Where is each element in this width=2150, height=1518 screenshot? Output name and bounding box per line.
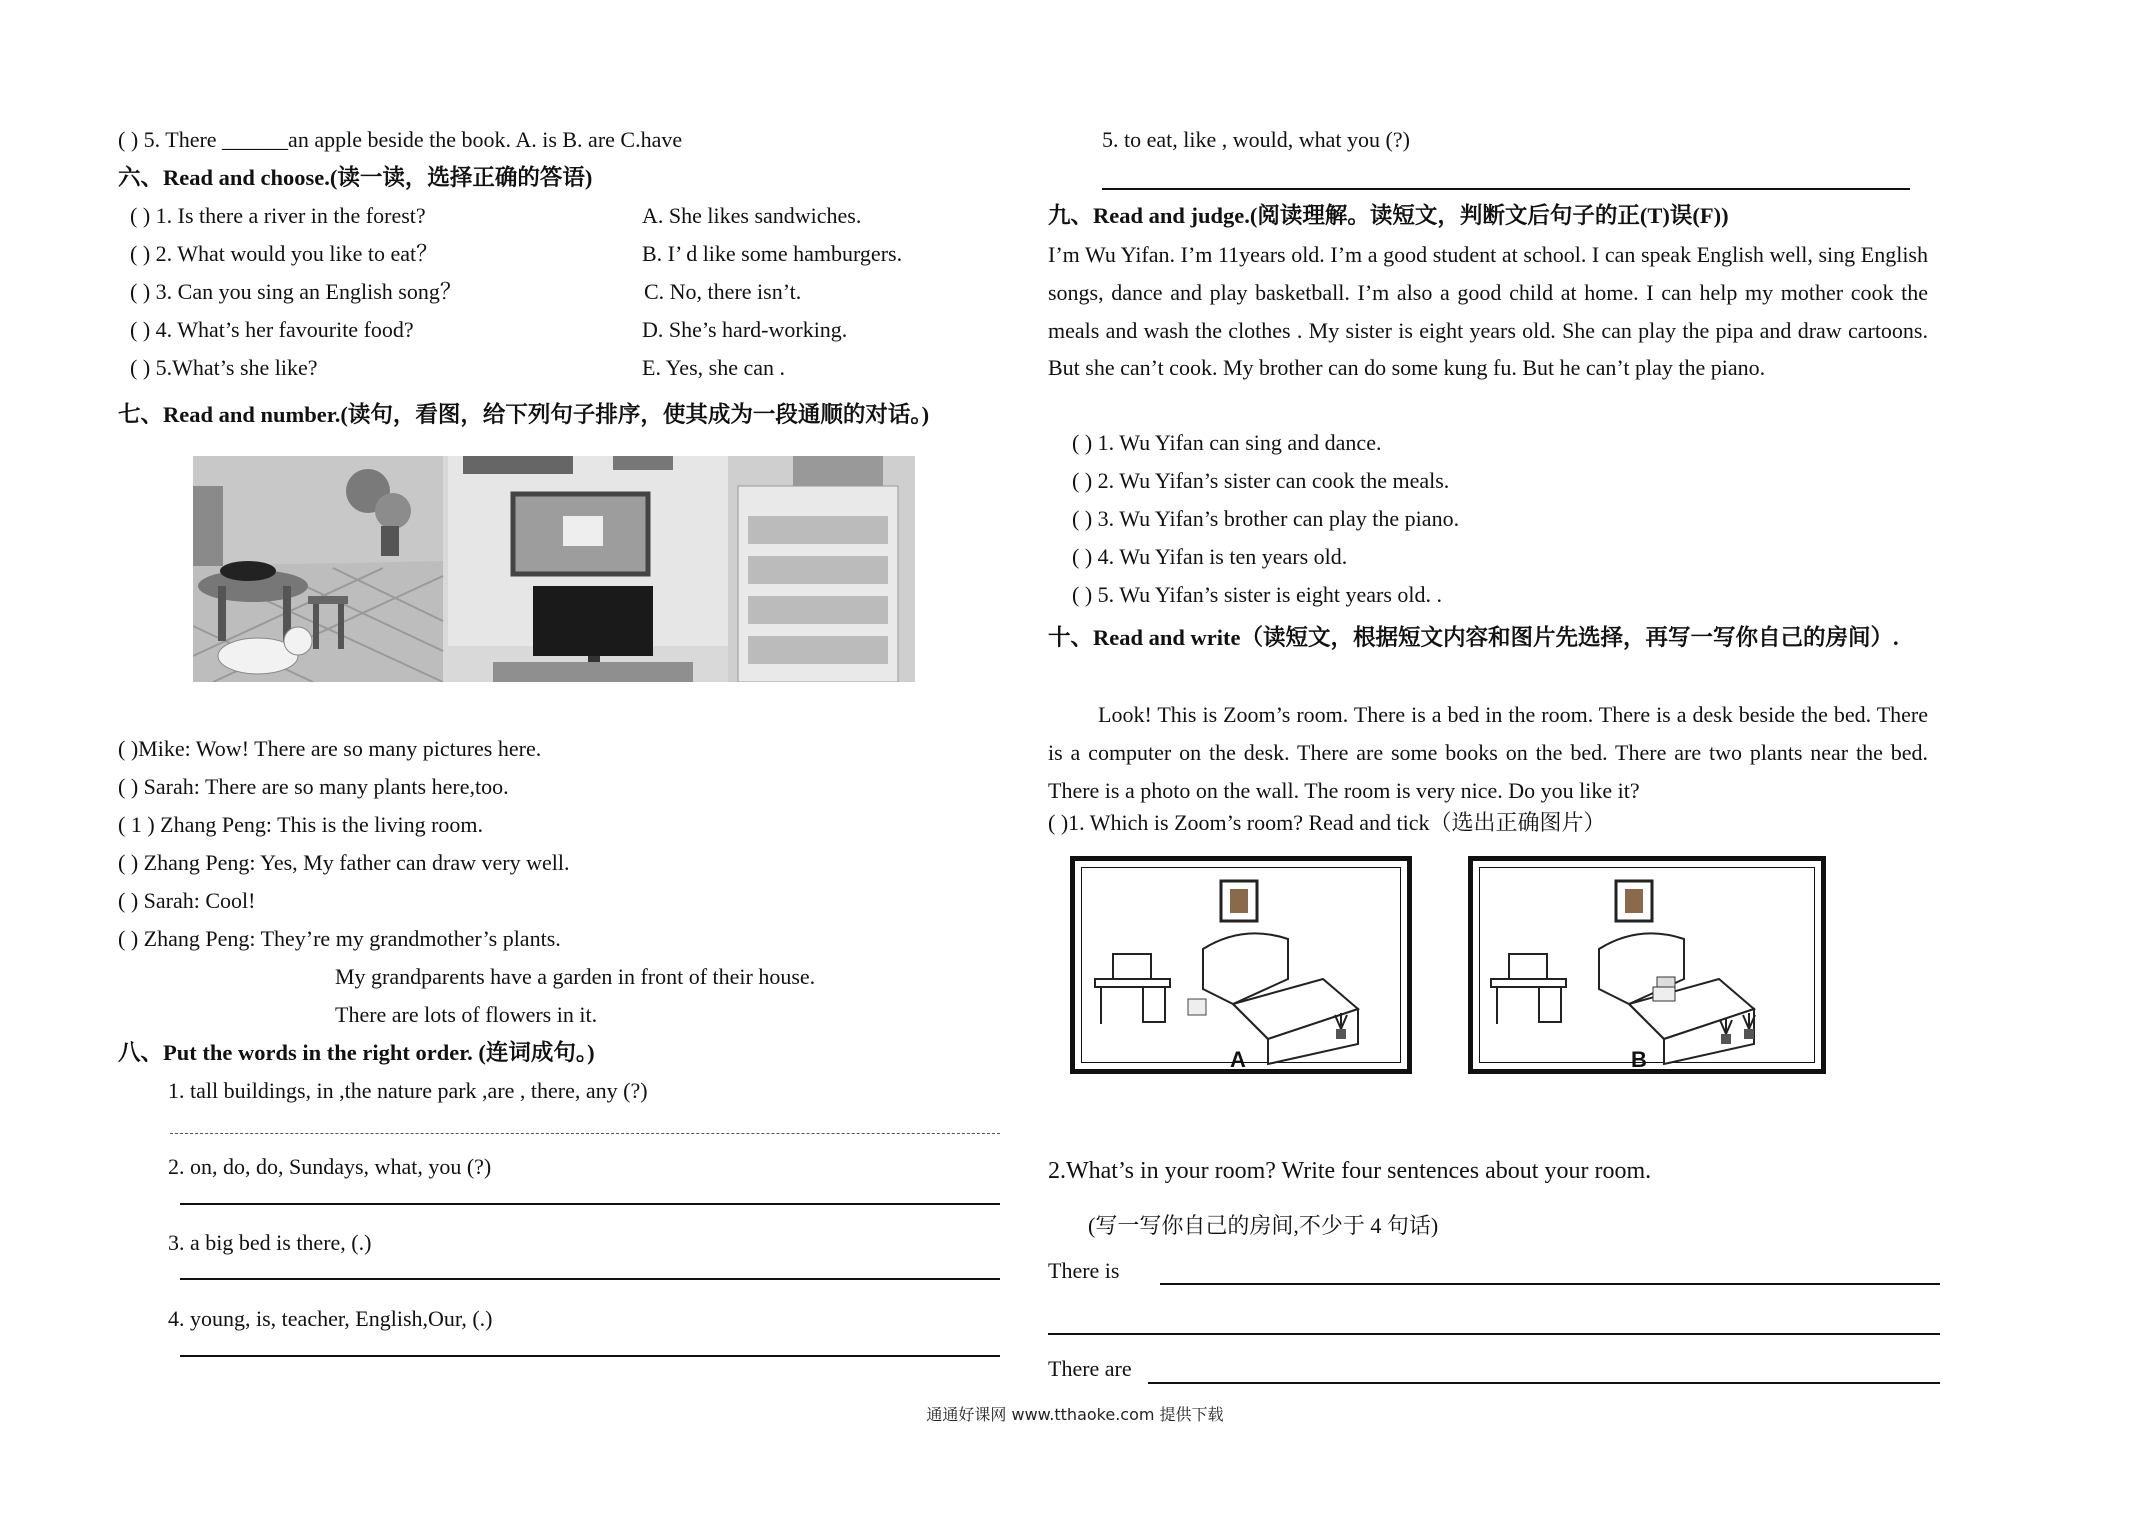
sec6-question-2: ( ) 2. What would you like to eat？ bbox=[130, 241, 439, 266]
footer-credit: 通通好课网 www.tthaoke.com 提供下载 bbox=[926, 1405, 1224, 1424]
section-6-heading: 六、Read and choose.(读一读，选择正确的答语) bbox=[118, 165, 593, 190]
room-question-1: ( )1. Which is Zoom’s room? Read and tick（选出正确图片） bbox=[1048, 810, 1606, 835]
label-a: A bbox=[1230, 1047, 1246, 1072]
dialogue-line-6-cont-2: There are lots of flowers in it. bbox=[335, 1002, 598, 1027]
sec6-answer-d: D. She’s hard-working. bbox=[642, 317, 848, 342]
bedroom-drawing-b bbox=[1481, 869, 1813, 1065]
room-question-2: 2.What’s in your room? Write four sentences about your room. bbox=[1048, 1158, 1652, 1184]
section-10-heading: 十、Read and write（读短文，根据短文内容和图片先选择，再写一写你自己的房间）. bbox=[1048, 625, 1899, 650]
dialogue-line-1: ( )Mike: Wow! There are so many pictures here. bbox=[118, 736, 542, 761]
bedroom-drawing-a bbox=[1083, 869, 1399, 1065]
dialogue-line-3: ( 1 ) Zhang Peng: This is the living room. bbox=[118, 812, 484, 837]
there-is-prompt: There is bbox=[1048, 1258, 1120, 1283]
dialogue-line-2: ( ) Sarah: There are so many plants here,too. bbox=[118, 774, 509, 799]
sec6-question-5: ( ) 5.What’s she like? bbox=[130, 355, 318, 380]
answer-line-3[interactable] bbox=[180, 1278, 1000, 1280]
there-are-line[interactable] bbox=[1148, 1382, 1940, 1384]
question-5: ( ) 5. There ______an apple beside the book. A. is B. are C.have bbox=[118, 127, 683, 152]
section-7-heading: 七、Read and number.(读句，看图，给下列句子排序，使其成为一段通顺的对话。) bbox=[118, 402, 930, 427]
sec6-question-1: ( ) 1. Is there a river in the forest? bbox=[130, 203, 426, 228]
room-question-2-note: (写一写你自己的房间,不少于 4 句话) bbox=[1088, 1213, 1439, 1238]
sec6-question-4: ( ) 4. What’s her favourite food? bbox=[130, 317, 414, 342]
label-b: B bbox=[1631, 1047, 1647, 1072]
section-9-heading: 九、Read and judge.(阅读理解。读短文，判断文后句子的正(T)误(F)) bbox=[1048, 203, 1729, 228]
answer-line-1[interactable] bbox=[170, 1133, 1000, 1134]
judge-item-5: ( ) 5. Wu Yifan’s sister is eight years old. . bbox=[1072, 582, 1443, 607]
section-9-passage: I’m Wu Yifan. I’m 11years old. I’m a good student at school. I can speak English well, sing English songs, dance and play basketball. I’m also a good child at home. I can help my mother cook the meals and wash the clothes . My sister is eight years old. She can play the pipa and draw cartoons. But she can’t cook. My brother can do some kung fu. But he can’t play the piano. bbox=[1048, 242, 1928, 381]
living-room-picture bbox=[193, 456, 915, 682]
room-picture-b[interactable] bbox=[1468, 856, 1826, 1074]
sec6-question-3: ( ) 3. Can you sing an English song？ bbox=[130, 279, 462, 304]
dialogue-line-4: ( ) Zhang Peng: Yes, My father can draw very well. bbox=[118, 850, 570, 875]
section-8-heading: 八、Put the words in the right order. (连词成句。) bbox=[118, 1040, 595, 1065]
order-item-2: 2. on, do, do, Sundays, what, you (?) bbox=[168, 1154, 492, 1179]
answer-line-5[interactable] bbox=[1102, 188, 1910, 190]
order-item-1: 1. tall buildings, in ,the nature park ,are , there, any (?) bbox=[168, 1078, 648, 1103]
judge-item-2: ( ) 2. Wu Yifan’s sister can cook the meals. bbox=[1072, 468, 1450, 493]
section-10-passage: Look! This is Zoom’s room. There is a bed in the room. There is a desk beside the bed. There is a computer on the desk. There are some books on the bed. There are two plants near the bed. There is a photo on the wall. The room is very nice. Do you like it? bbox=[1048, 702, 1928, 803]
dialogue-line-5: ( ) Sarah: Cool! bbox=[118, 888, 256, 913]
order-item-5: 5. to eat, like , would, what you (?) bbox=[1102, 127, 1410, 152]
judge-item-1: ( ) 1. Wu Yifan can sing and dance. bbox=[1072, 430, 1382, 455]
order-item-3: 3. a big bed is there, (.) bbox=[168, 1230, 372, 1255]
judge-item-3: ( ) 3. Wu Yifan’s brother can play the piano. bbox=[1072, 506, 1460, 531]
dialogue-line-6-cont-1: My grandparents have a garden in front of their house. bbox=[335, 964, 816, 989]
sec6-answer-c: C. No, there isn’t. bbox=[644, 279, 802, 304]
there-is-line[interactable] bbox=[1160, 1283, 1940, 1285]
sec6-answer-e: E. Yes, she can . bbox=[642, 355, 785, 380]
judge-item-4: ( ) 4. Wu Yifan is ten years old. bbox=[1072, 544, 1348, 569]
sec6-answer-a: A. She likes sandwiches. bbox=[642, 203, 862, 228]
writing-line[interactable] bbox=[1048, 1333, 1940, 1335]
order-item-4: 4. young, is, teacher, English,Our, (.) bbox=[168, 1306, 493, 1331]
sec6-answer-b: B. I’ d like some hamburgers. bbox=[642, 241, 903, 266]
answer-line-2[interactable] bbox=[180, 1203, 1000, 1205]
answer-line-4[interactable] bbox=[180, 1355, 1000, 1357]
there-are-prompt: There are bbox=[1048, 1356, 1132, 1381]
dialogue-line-6: ( ) Zhang Peng: They’re my grandmother’s plants. bbox=[118, 926, 561, 951]
room-picture-a[interactable] bbox=[1070, 856, 1412, 1074]
